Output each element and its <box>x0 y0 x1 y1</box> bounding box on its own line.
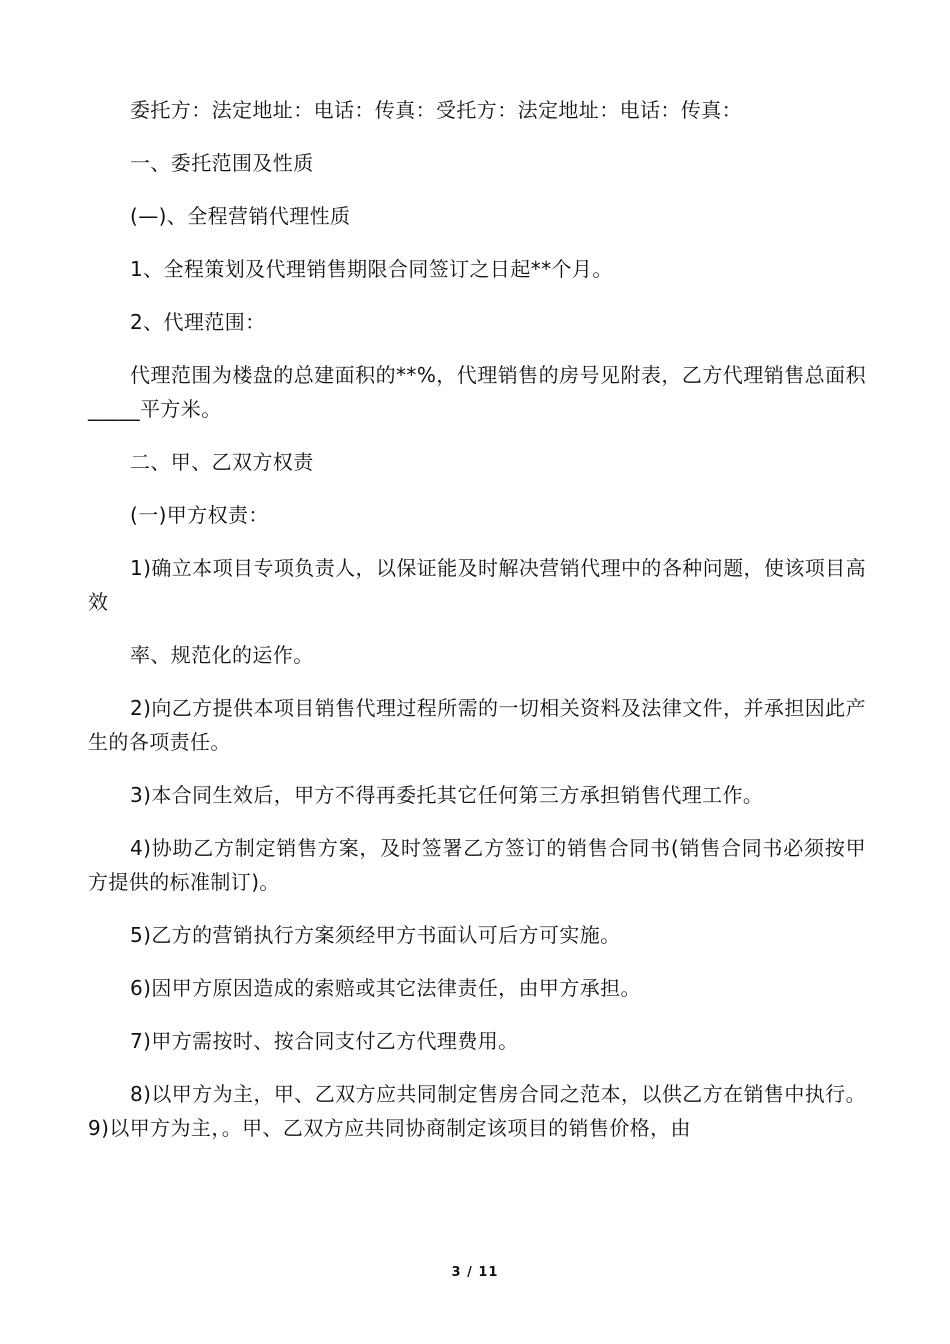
paragraph-item-8-9: 8)以甲方为主，甲、乙双方应共同制定售房合同之范本，以供乙方在销售中执行。9)以甲方为主，。甲、乙双方应共同协商制定该项目的销售价格，由 <box>88 1082 866 1140</box>
heading-scope: 一、委托范围及性质 <box>130 151 314 175</box>
subheading-party-a: (一)甲方权责： <box>130 503 269 527</box>
paragraph-item-1-cont: 率、规范化的运作。 <box>130 643 314 667</box>
paragraph-agency-scope: 代理范围为楼盘的总建面积的**%，代理销售的房号见附表，乙方代理销售总面积_____平方米。 <box>88 363 866 421</box>
heading-rights-duties: 二、甲、乙双方权责 <box>130 450 314 474</box>
paragraph-item-4: 4)协助乙方制定销售方案，及时签署乙方签订的销售合同书(销售合同书必须按甲方提供的标准制订)。 <box>88 836 866 894</box>
document-body <box>88 93 866 1164</box>
paragraph-term: 1、全程策划及代理销售期限合同签订之日起**个月。 <box>130 257 613 281</box>
paragraph-agency-scope-label: 2、代理范围： <box>130 310 266 334</box>
paragraph-item-6: 6)因甲方原因造成的索赔或其它法律责任，由甲方承担。 <box>130 976 641 1000</box>
paragraph-item-3: 3)本合同生效后，甲方不得再委托其它任何第三方承担销售代理工作。 <box>130 783 764 807</box>
paragraph-parties: 委托方：法定地址：电话：传真：受托方：法定地址：电话：传真： <box>130 98 742 122</box>
subheading-full-agency: (—)、全程营销代理性质 <box>130 204 351 228</box>
paragraph-item-2: 2)向乙方提供本项目销售代理过程所需的一切相关资料及法律文件，并承担因此产生的各项责任。 <box>88 696 866 754</box>
paragraph-item-5: 5)乙方的营销执行方案须经甲方书面认可后方可实施。 <box>130 923 621 947</box>
paragraph-item-7: 7)甲方需按时、按合同支付乙方代理费用。 <box>130 1029 519 1053</box>
page-number: 3 / 11 <box>451 1265 499 1280</box>
paragraph-item-1: 1)确立本项目专项负责人，以保证能及时解决营销代理中的各种问题，使该项目高效 <box>88 556 866 614</box>
